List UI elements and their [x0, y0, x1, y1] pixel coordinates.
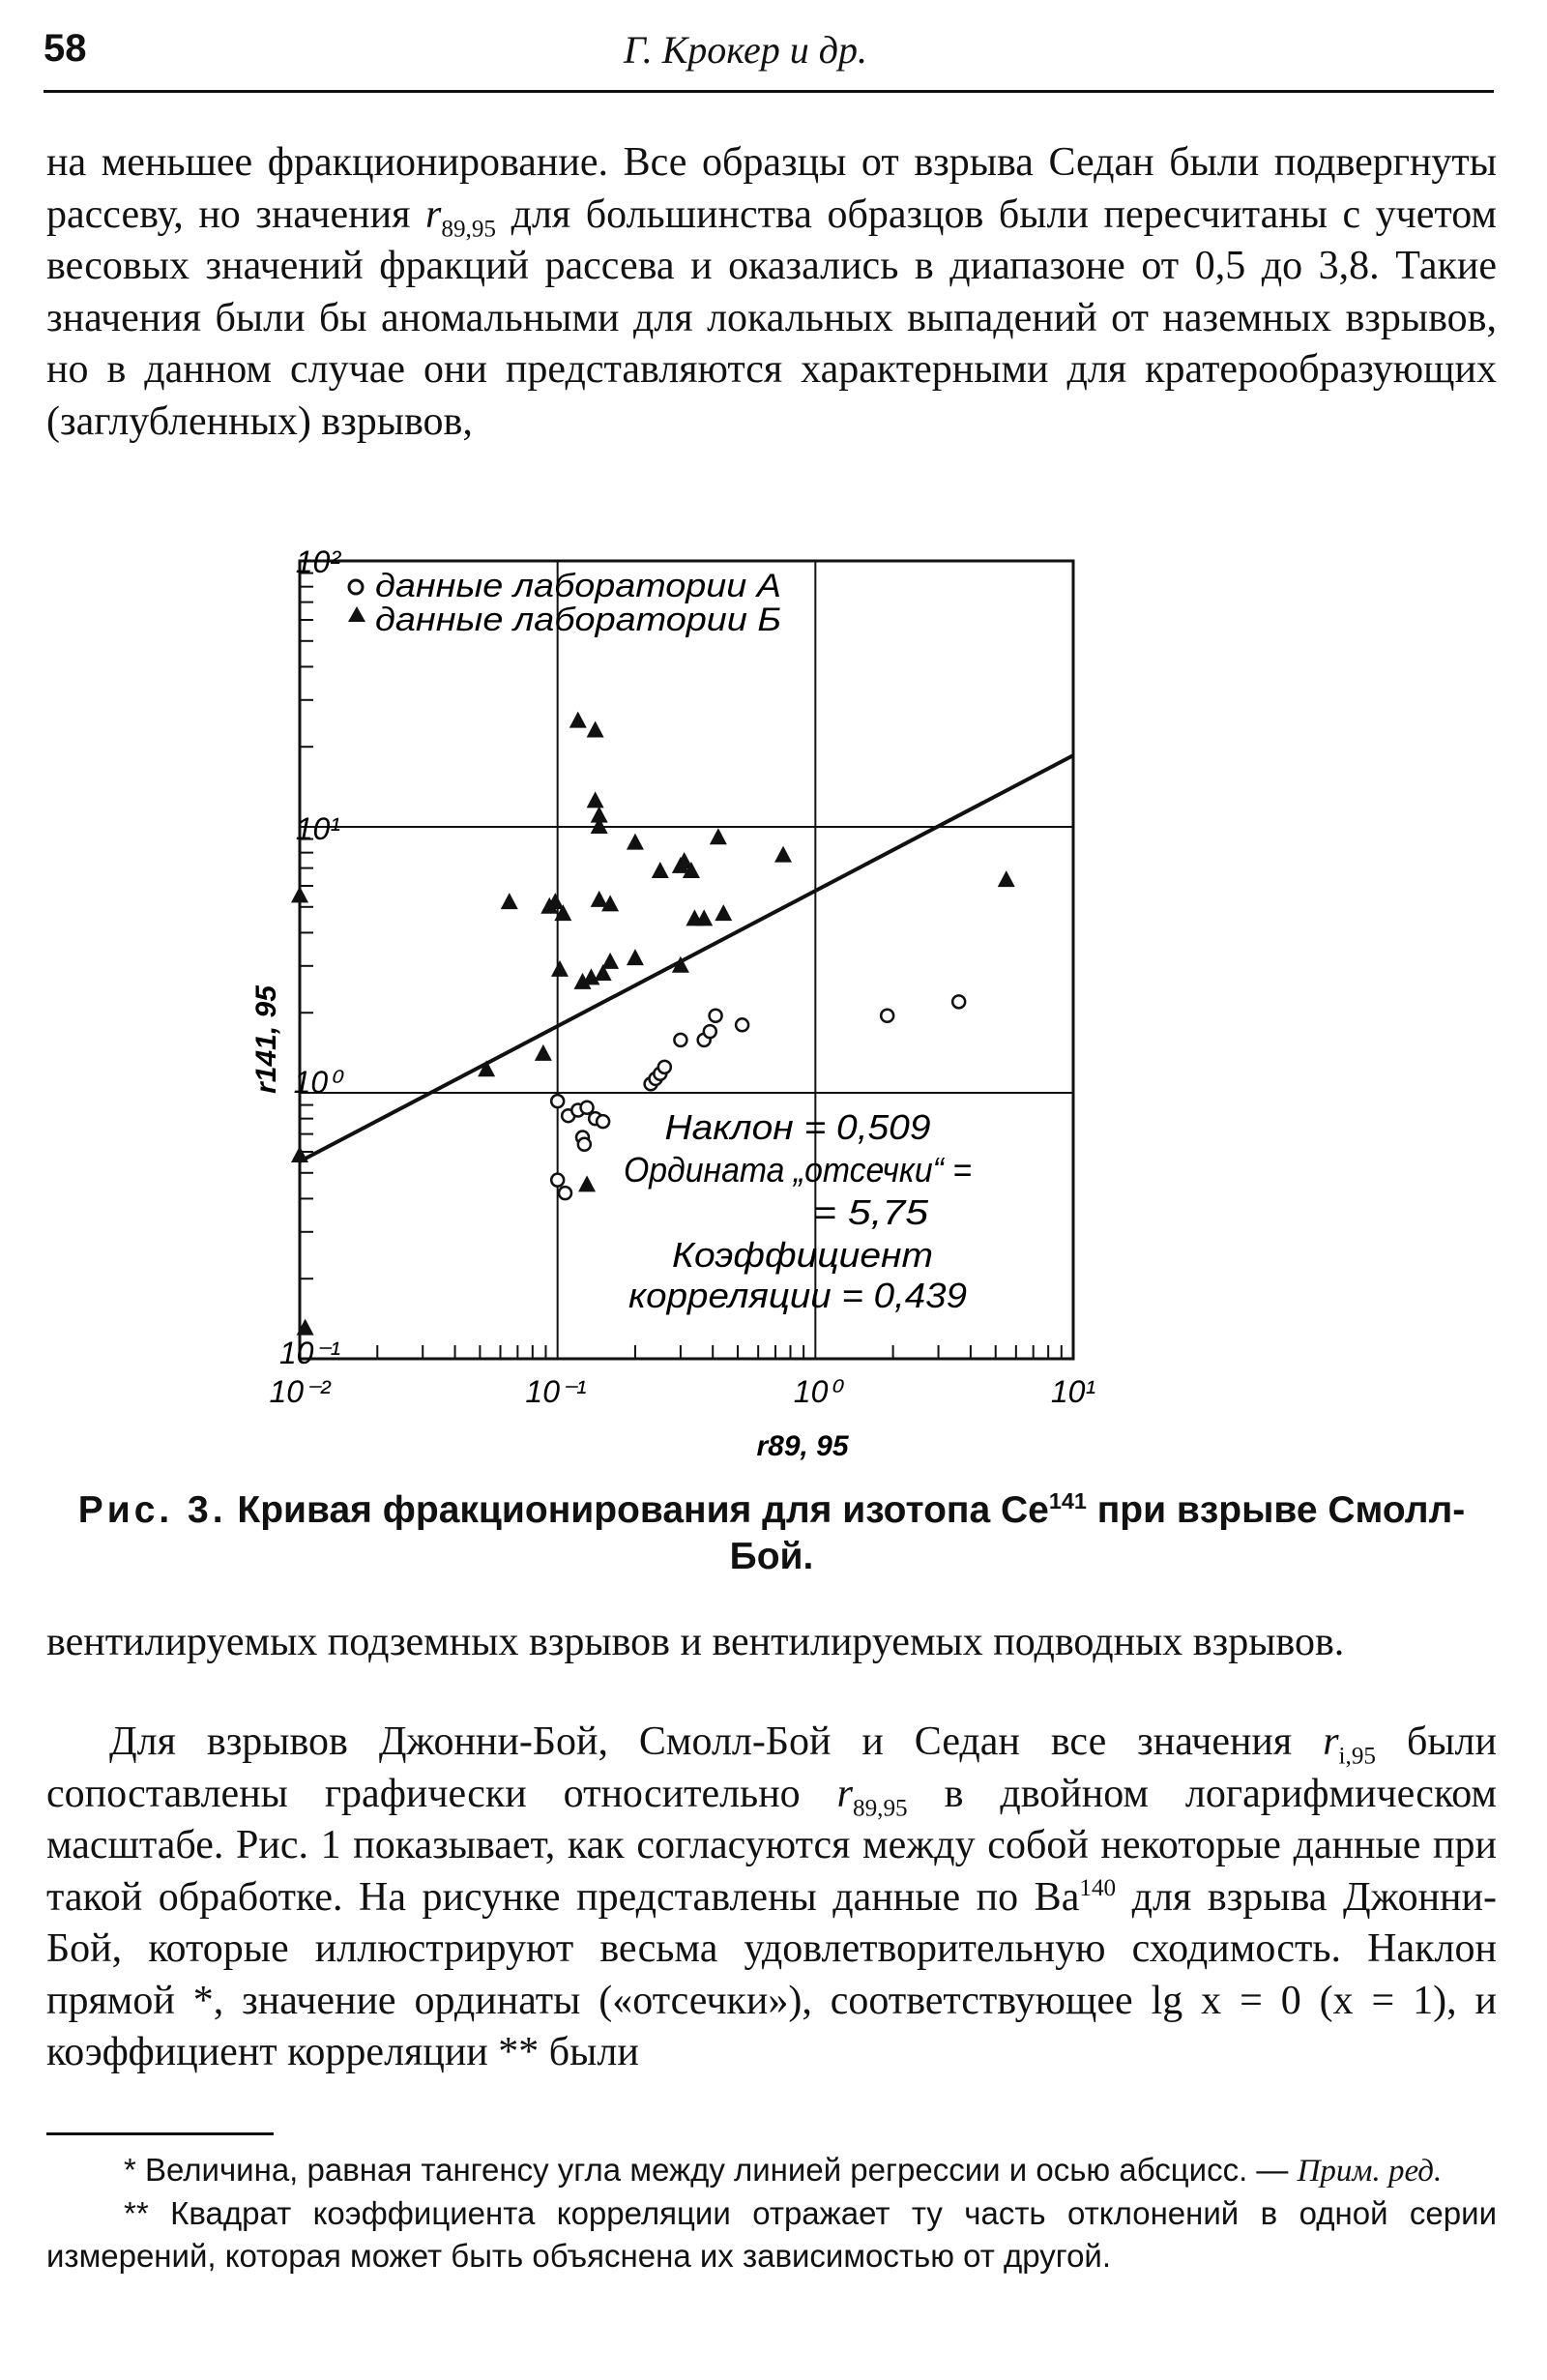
x-tick-label-1: 10⁻¹ — [525, 1374, 587, 1409]
lab-a-point — [658, 1061, 671, 1073]
footnote-2: ** Квадрат коэффициента корреляции отражает ту часть отклонений в одной серии измерений, которая может быть объяснена их зависимостью от другой. — [46, 2195, 1497, 2274]
ri-subscript: i,95 — [1338, 1743, 1377, 1770]
caption-label: Рис. 3. — [77, 1489, 227, 1531]
legend-triangle-marker — [348, 606, 365, 622]
legend-circle-marker — [349, 580, 363, 594]
ba-mass-number: 140 — [1079, 1874, 1117, 1901]
header-rule — [44, 90, 1494, 93]
x-tick-label-3: 10¹ — [1050, 1374, 1096, 1409]
lab-a-point — [710, 1010, 722, 1022]
footnote-1 — [46, 2149, 1497, 2192]
paragraph-3-text-c: в двойном логарифмическом масштабе. Рис. 1 показывает, как согласуются между собой некоторые данные при такой обработке. На рисунке представлены данные по Ba — [46, 1771, 1497, 1920]
lab-b-point — [601, 953, 619, 969]
lab-b-point — [291, 886, 308, 902]
y-tick-label-3: 10² — [295, 544, 340, 579]
lab-a-point — [952, 995, 965, 1008]
lab-b-point — [578, 1175, 596, 1191]
paragraph-3-text-b: были сопоставлены графически относительно — [46, 1719, 1497, 1816]
correlation-annotation-1: Коэффициент — [672, 1235, 933, 1275]
lab-b-point — [291, 1146, 308, 1162]
lab-a-point — [559, 1187, 571, 1199]
lab-b-point — [627, 834, 644, 850]
r89-symbol: r — [836, 1771, 853, 1816]
paragraph-3-text-d: для взрыва Джонни-Бой, которые иллюстрируют весьма удовлетворительную сходимость. Наклон прямой *, значение ординаты («отсечки»), соответствующее lg x = 0 (x = 1), и коэффициент корреляции ** были — [46, 1874, 1497, 2074]
lab-a-point — [736, 1018, 748, 1031]
lab-a-point — [551, 1174, 564, 1187]
lab-b-point — [569, 712, 587, 728]
paragraph-3 — [46, 1717, 1497, 2079]
intercept-annotation-1: Ордината „отсечки“ = — [624, 1150, 972, 1190]
lab-b-point — [774, 846, 792, 863]
paragraph-1-text-b: для большинства образцов были пересчитаны с учетом весовых значений фракций рассева и оказались в диапазоне от 0,5 до 3,8. Такие значения были бы аномальными для локальных выпадений от наземных взрывов, но в данном случае они представляются характерными для кратерообразующих (заглубленных) взрывов, — [46, 191, 1497, 444]
legend-label-a: данные лаборатории А — [375, 568, 781, 604]
lab-b-point — [627, 949, 644, 965]
y-tick-label-1: 10⁰ — [293, 1065, 340, 1100]
r-subscript: 89,95 — [441, 215, 497, 242]
lab-b-point — [652, 862, 669, 878]
lab-b-point — [535, 1044, 552, 1061]
figure-caption — [46, 1487, 1497, 1580]
footnote-rule — [46, 2132, 274, 2135]
lab-b-point — [710, 828, 727, 844]
paragraph-3-text-a: Для взрывов Джонни-Бой, Смолл-Бой и Седан все значения — [109, 1719, 1324, 1764]
paragraph-1-text-a: на меньшее фракционирование. Все образцы от взрыва Седан были подвергнуты рассеву, но значения — [46, 140, 1497, 237]
regression-layer — [300, 755, 1073, 1161]
figure-3 — [250, 513, 1267, 1480]
x-tick-label-2: 10⁰ — [793, 1374, 841, 1409]
x-axis-label: r89, 95 — [756, 1430, 849, 1462]
regression-line — [300, 755, 1073, 1161]
caption-text-end: при взрыве Смолл-Бой. — [729, 1489, 1466, 1577]
lab-a-point — [704, 1025, 716, 1038]
footnote-1-editor-note: Прим. ред. — [1297, 2154, 1443, 2189]
page-number: 58 — [44, 27, 87, 70]
intercept-annotation-2: = 5,75 — [812, 1192, 930, 1232]
slope-annotation: Наклон = 0,509 — [664, 1107, 931, 1147]
y-tick-label-2: 10¹ — [295, 811, 340, 846]
caption-isotope-mass: 141 — [1048, 1488, 1087, 1513]
r89-subscript: 89,95 — [852, 1794, 908, 1821]
footnotes — [46, 2149, 1497, 2277]
lab-a-point — [597, 1115, 609, 1128]
legend-label-b: данные лаборатории Б — [375, 602, 781, 638]
lab-b-point — [587, 791, 604, 808]
paragraph-2: вентилируемых подземных взрывов и вентилируемых подводных взрывов. — [46, 1620, 1345, 1664]
page-header — [44, 27, 1494, 85]
lab-b-point — [587, 721, 604, 738]
lab-a-point — [674, 1034, 686, 1046]
lab-a-point — [881, 1010, 893, 1022]
ri-symbol: r — [1323, 1719, 1339, 1764]
lab-a-point — [551, 1095, 564, 1107]
correlation-annotation-2: корреляции = 0,439 — [628, 1276, 967, 1315]
lab-a-point — [578, 1138, 591, 1151]
lab-b-point — [501, 893, 518, 909]
fractionation-chart — [250, 513, 1267, 1480]
y-axis-label: r141, 95 — [250, 985, 282, 1094]
paragraph-1 — [46, 137, 1497, 448]
x-tick-label-0: 10⁻² — [269, 1374, 331, 1409]
lab-b-point — [551, 960, 569, 977]
r-symbol: r — [424, 191, 442, 237]
lab-b-point — [715, 904, 732, 921]
lab-b-point — [998, 870, 1015, 887]
running-head: Г. Крокер и др. — [624, 28, 868, 72]
lab-a-point — [581, 1102, 594, 1114]
caption-text: Кривая фракционирования для изотопа Ce — [226, 1489, 1049, 1531]
footnote-1-text: * Величина, равная тангенсу угла между линией регрессии и осью абсцисс. — — [124, 2152, 1298, 2188]
y-tick-label-0: 10⁻¹ — [278, 1336, 340, 1370]
